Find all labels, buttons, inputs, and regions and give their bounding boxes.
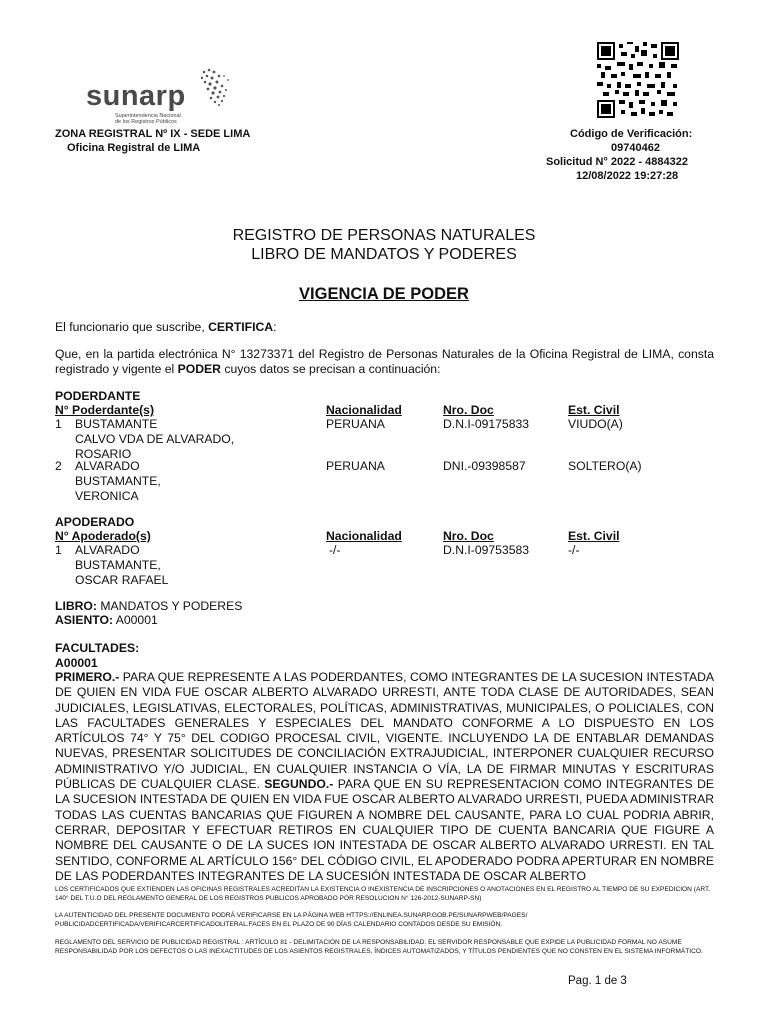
office-label: Oficina Registral de LIMA: [67, 142, 201, 154]
poderdante-col-doc: Nro. Doc: [443, 403, 494, 417]
logo-tagline-2: de los Registros Públicos: [115, 119, 177, 125]
certify-word: CERTIFICA: [208, 320, 274, 334]
row-name: [75, 417, 234, 462]
row-nat: PERUANA: [326, 459, 385, 473]
logo-tagline: [115, 113, 181, 125]
row-name-1: BUSTAMANTE: [75, 417, 158, 431]
poderdante-col-civil: Est. Civil: [568, 403, 620, 417]
facultades-code: A00001: [55, 656, 98, 670]
row-doc: D.N.I-09753583: [443, 543, 530, 557]
certify-line: [55, 320, 277, 335]
table-row: [55, 543, 715, 588]
title-line-1: REGISTRO DE PERSONAS NATURALES: [232, 227, 536, 244]
primero-text: PARA QUE REPRESENTE A LAS PODERDANTES, COMO INTEGRANTES DE LA SUCESION INTESTADA DE QUIEN EN VIDA FUE OSCAR ALBERTO ALVARADO URRESTI, ANTE TODA CLASE DE AUTORIDADES, SEAN JUDICIALES, LEGISLATIVAS, ELECTORALES, POLÍTICAS, ADMINISTRATIVAS, MUNICIPALES, O POLICIALES, CON LAS FACULTADES GENERALES Y ESPECIALES DEL MANDATO CONFORME A LO DISPUESTO EN LOS ARTÍCULOS 74° Y 75° DEL CODIGO PROCESAL CIVIL, VIGENTE. INCLUYENDO LA DE ENTABLAR DEMANDAS NUEVAS, PRESENTAR SOLICITUDES DE CONCILIACIÓN EXTRAJUDICIAL, INTERPONER CUALQUIER RECURSO ADMINISTRATIVO Y/O JUDICIAL, EN CUALQUIER INSTANCIA O VÍA, LA DE FIRMAR MINUTAS Y ESCRITURAS PÚBLICAS DE CUALQUIER CLASE.: [55, 670, 714, 792]
row-nat: PERUANA: [326, 417, 385, 431]
footer-note-1: LOS CERTIFICADOS QUE EXTIENDEN LAS OFICINAS REGISTRALES ACREDITAN LA EXISTENCIA O INEXISTENCIA DE INSCRIPCIONES O ANOTACIONES EN EL REGISTRO AL TIEMPO DE SU EXPEDICION (ART. 140° DEL T.U.O DEL REGLAMENTO GENERAL DE LOS REGISTROS PUBLICOS APROBADO POR RESOLUCION N° 126-2012-SUNARP-SN): [55, 886, 711, 902]
libro-value: MANDATOS Y PODERES: [96, 599, 243, 613]
row-nat: -/-: [329, 543, 341, 557]
segundo-text: PARA QUE EN SU REPRESENTACION COMO INTEGRANTES DE LA SUCESION INTESTADA DE QUIEN EN VIDA FUE OSCAR ALBERTO ALVARADO URRESTI, PUEDA ADMINISTRAR TODAS LAS CUENTAS BANCARIAS QUE FIGUREN A NOMBRE DEL CAUSANTE, PARA LO CUAL PODRIA ABRIR, CERRAR, DEPOSITAR Y EFECTUAR RETIROS EN CUALQUIER TIPO DE CUENTA BANCARIA QUE FIGURE A NOMBRE DEL CAUSANTE O DE LA SUCES ION INTESTADA DE OSCAR ALBERTO ALVARADO URRESTI. EN TAL SENTIDO, CONFORME AL ARTÍCULO 156° DEL CÓDIGO CIVIL, EL APODERADO PODRA APERTURAR EN NOMBRE DE LAS PODERDANTES INTEGRANTES DE LA SUCESIÓN INTESTADA DE OSCAR ALBERTO: [55, 777, 714, 883]
asiento-label: ASIENTO:: [55, 613, 114, 627]
request-number: Solicitud N° 2022 - 4884322: [546, 156, 688, 168]
row-name-3: VERONICA: [75, 489, 139, 503]
verification-code: 09740462: [611, 142, 660, 154]
row-name-2: BUSTAMANTE,: [75, 558, 161, 572]
row-num: 1: [55, 543, 62, 557]
footer-note-3: REGLAMENTO DEL SERVICIO DE PUBLICIDAD REGISTRAL : ARTÍCULO 81 - DELIMITACIÓN DE LA RESPONSABILIDAD. EL SERVIDOR RESPONSABLE QUE EXPIDE LA PUBLICIDAD FORMAL NO ASUME RESPONSABILIDAD POR LOS DEFECTOS O LAS INEXACTITUDES DE LOS ASIENTOS REGISTRALES, ÍNDICES AUTOMATIZADOS, Y TÍTULOS PENDIENTES QUE NO CONSTEN EN EL SISTEMA INFORMÁTICO.: [55, 939, 703, 955]
row-civil: -/-: [568, 543, 580, 557]
apoderado-col-civil: Est. Civil: [568, 529, 620, 543]
footer-note-2: LA AUTENTICIDAD DEL PRESENTE DOCUMENTO PODRÁ VERIFICARSE EN LA PÁGINA WEB HTTPS://ENLINEA.SUNARP.GOB.PE/SUNARPWEB/PAGES/ PUBLICIDADCERTIFICADA/VERIFICARCERTIFICADOLITERAL.FACES EN EL PLAZO DE 90 DÍAS CALENDARIO CONTADOS DESDE SU EMISIÓN.: [55, 912, 528, 928]
poderdante-col-name: N° Poderdante(s): [55, 403, 154, 417]
request-datetime: 12/08/2022 19:27:28: [576, 170, 679, 182]
certify-suffix: :: [273, 320, 277, 334]
row-name-2: BUSTAMANTE,: [75, 474, 161, 488]
intro-paragraph: [55, 347, 714, 378]
logo-dots-icon: [194, 66, 234, 110]
primero-label: PRIMERO.-: [55, 670, 120, 684]
facultades-text: [55, 670, 714, 884]
intro-part-2: cuyos datos se precisan a continuación:: [220, 362, 441, 377]
intro-bold: PODER: [177, 362, 221, 377]
row-name-1: ALVARADO: [75, 543, 140, 557]
main-title: VIGENCIA DE PODER: [299, 285, 469, 303]
title-line-2: LIBRO DE MANDATOS Y PODERES: [251, 246, 517, 263]
intro-part-1: Que, en la partida electrónica N° 13273371 del Registro de Personas Naturales de la Oficina Registral de LIMA, consta registrado y vigente el: [55, 347, 714, 377]
row-civil: VIUDO(A): [568, 417, 623, 431]
zone-label: ZONA REGISTRAL Nº IX - SEDE LIMA: [55, 128, 251, 140]
row-name-1: ALVARADO: [75, 459, 140, 473]
verification-label: Código de Verificación:: [570, 128, 693, 140]
row-num: 2: [55, 459, 62, 473]
apoderado-heading: APODERADO: [55, 515, 135, 529]
qr-code: [597, 42, 679, 118]
logo-tagline-1: Superintendencia Nacional: [115, 113, 181, 119]
row-name-3: OSCAR RAFAEL: [75, 573, 169, 587]
asiento-line: [55, 613, 158, 628]
sunarp-logo: [86, 66, 236, 130]
row-name: [75, 543, 168, 588]
table-row: [55, 459, 715, 504]
apoderado-col-doc: Nro. Doc: [443, 529, 494, 543]
certify-prefix: El funcionario que suscribe,: [55, 320, 209, 334]
page-number: Pag. 1 de 3: [568, 975, 627, 987]
row-doc: DNI.-09398587: [443, 459, 526, 473]
libro-label: LIBRO:: [55, 599, 97, 613]
row-doc: D.N.I-09175833: [443, 417, 530, 431]
row-num: 1: [55, 417, 62, 431]
row-name: [75, 459, 161, 504]
row-name-3: ROSARIO: [75, 447, 132, 461]
apoderado-col-name: N° Apoderado(s): [55, 529, 151, 543]
row-name-2: CALVO VDA DE ALVARADO,: [75, 432, 235, 446]
apoderado-col-nat: Nacionalidad: [326, 529, 402, 543]
table-row: [55, 417, 715, 462]
poderdante-col-nat: Nacionalidad: [326, 403, 402, 417]
logo-wordmark: sunarp: [86, 80, 186, 112]
row-civil: SOLTERO(A): [568, 459, 642, 473]
libro-line: [55, 599, 242, 614]
asiento-value: A00001: [113, 613, 158, 627]
facultades-heading: FACULTADES:: [55, 641, 140, 655]
poderdante-heading: PODERDANTE: [55, 389, 141, 403]
segundo-label: SEGUNDO.-: [264, 777, 334, 792]
